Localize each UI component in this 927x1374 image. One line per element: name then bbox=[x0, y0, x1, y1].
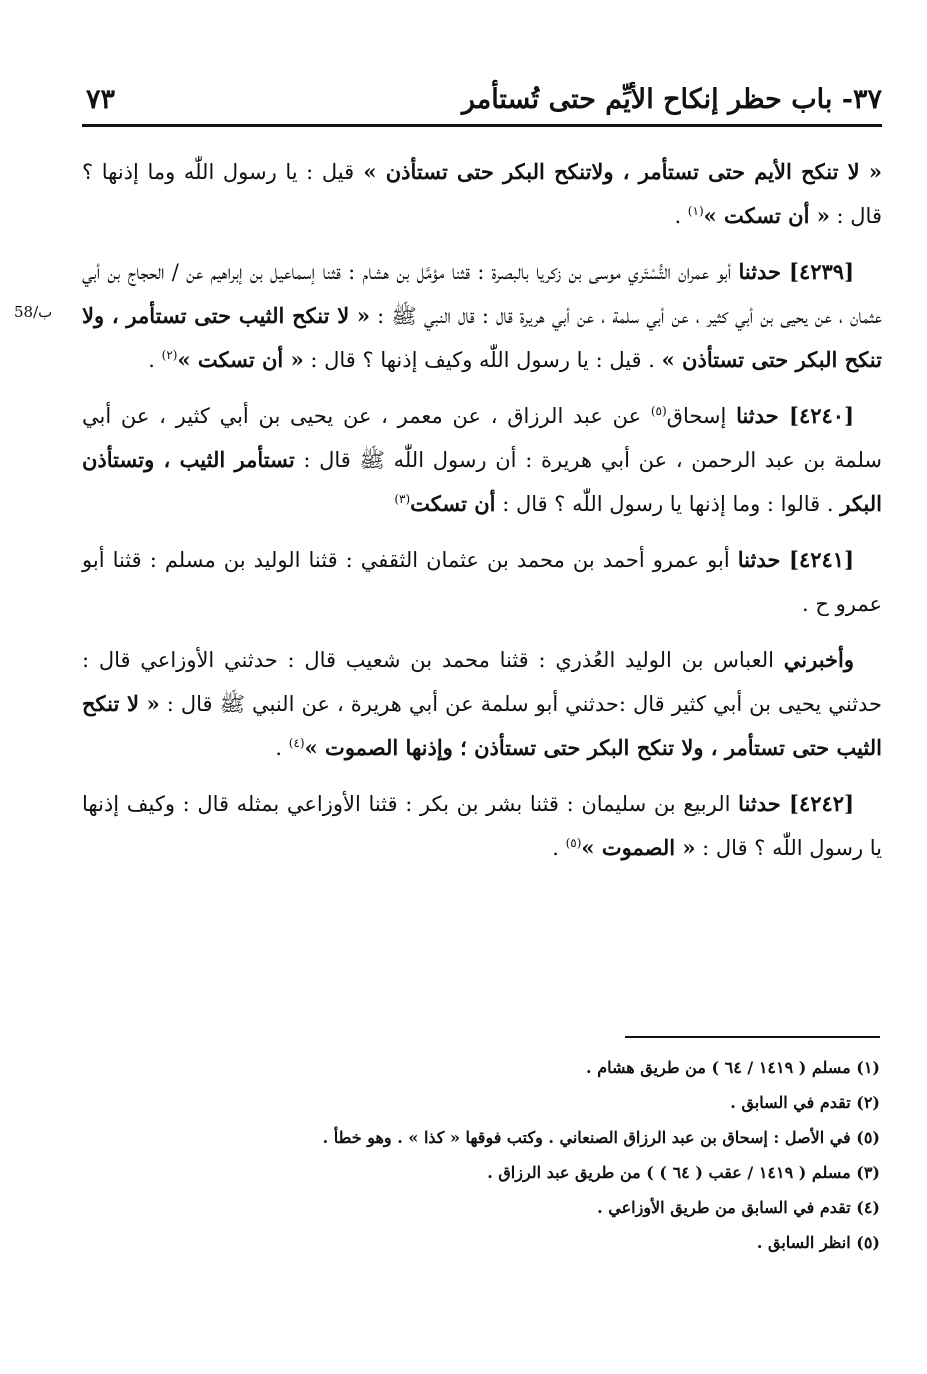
hadith-number: [٤٢٤٠] bbox=[778, 403, 855, 428]
narration-lead: وأخبرني bbox=[783, 647, 854, 672]
hadith-number: [٤٢٤١] bbox=[780, 547, 854, 572]
narration-lead: حدثنا bbox=[737, 547, 781, 572]
footnote-ref: (٥) bbox=[650, 404, 667, 418]
hadith-quote: تستأمر الثيب ، وتستأذن البكر bbox=[82, 447, 882, 516]
chapter-title: ٣٧- باب حظر إنكاح الأيِّم حتى تُستأمر bbox=[461, 84, 882, 115]
hadith-quote: « لا تنكح الثيب حتى تستأمر ، ولا تنكح البكر حتى تستأذن » bbox=[82, 303, 882, 372]
hadith-quote: « لا تنكح الأيم حتى تستأمر ، ولاتنكح البكر حتى تستأذن » bbox=[354, 159, 882, 184]
hadith-4240 bbox=[82, 394, 882, 526]
body-text: . قيل : يا رسول اللّٰه وكيف إذنها ؟ قال : bbox=[303, 348, 662, 372]
footnote-separator bbox=[625, 1036, 880, 1038]
footnote-ref: (٣) bbox=[394, 492, 411, 506]
footnote: (٢) تقدم في السابق . bbox=[730, 1093, 880, 1112]
hadith-quote: أن تسكت bbox=[410, 491, 496, 516]
footnote-ref: (١) bbox=[687, 204, 704, 218]
hadith-quote: « لا تنكح الثيب حتى تستأمر ، ولا تنكح البكر حتى تستأذن ؛ وإذنها الصموت » bbox=[82, 691, 882, 760]
footnote: (٥) انظر السابق . bbox=[756, 1233, 880, 1252]
body-text: . قالوا : وما إذنها يا رسول اللّٰه ؟ قال : bbox=[495, 492, 841, 516]
body-text: قيل : يا رسول اللّٰه وما إذنها ؟ قال : bbox=[82, 160, 882, 228]
hadith-4241 bbox=[82, 538, 882, 626]
narration-lead: حدثنا bbox=[736, 403, 779, 428]
hadith-4242 bbox=[82, 782, 882, 870]
footnote-ref: (٥) bbox=[565, 836, 582, 850]
body-text: أبو عمرو أحمد بن محمد بن عثمان الثقفي : قثنا الوليد بن مسلم : قثنا أبو عمرو ح . bbox=[82, 548, 882, 616]
hadith-quote: « أن تسكت » bbox=[703, 203, 830, 228]
body-text: . bbox=[148, 348, 162, 372]
narration-lead: حدثنا bbox=[738, 791, 781, 816]
page-body bbox=[82, 150, 882, 882]
footnote-ref: (٤) bbox=[288, 736, 305, 750]
footnote: (٣) مسلم ( ١٤١٩ / عقب ( ٦٤ ) ) من طريق عبد الرزاق . bbox=[487, 1163, 880, 1182]
footnotes bbox=[200, 1050, 880, 1260]
body-text: إسحاق bbox=[666, 404, 737, 428]
hadith-4241-alt-chain bbox=[82, 638, 882, 770]
body-text: العباس بن الوليد العُذري : قثنا محمد بن شعيب قال : حدثني الأوزاعي قال : حدثني يحيى بن أبي كثير قال :حدثني أبو سلمة عن أبي هريرة ، عن النبي ﷺ قال : bbox=[82, 648, 882, 716]
body-text: الربيع بن سليمان : قثنا بشر بن بكر : قثنا الأوزاعي بمثله قال : وكيف إذنها يا رسول اللّٰه ؟ قال : bbox=[82, 792, 882, 860]
manuscript-folio-note: 58/ب bbox=[14, 303, 53, 321]
hadith-quote: « الصموت » bbox=[581, 835, 696, 860]
narration-lead: حدثنا bbox=[738, 259, 782, 284]
body-text: . bbox=[275, 736, 289, 760]
body-text: . bbox=[552, 836, 566, 860]
paragraph-continuation bbox=[82, 150, 882, 238]
body-text: عن عبد الرزاق ، عن معمر ، عن يحيى بن أبي كثير ، عن أبي سلمة بن عبد الرحمن ، عن أبي هريرة : أن رسول اللّٰه ﷺ قال : bbox=[82, 404, 882, 472]
footnote: (٥) في الأصل : إسحاق بن عبد الرزاق الصنعاني . وكتب فوقها « كذا » . وهو خطأ . bbox=[322, 1128, 880, 1147]
hadith-4239 bbox=[82, 250, 882, 382]
page-header bbox=[82, 78, 882, 127]
footnote: (٤) تقدم في السابق من طريق الأوزاعي . bbox=[597, 1198, 880, 1217]
body-text: . bbox=[674, 204, 688, 228]
hadith-number: [٤٢٣٩] bbox=[781, 259, 854, 284]
footnote-ref: (٢) bbox=[161, 348, 178, 362]
footnote: (١) مسلم ( ١٤١٩ / ٦٤ ) من طريق هشام . bbox=[586, 1058, 880, 1077]
body-text: أبو عمران التُّسْتَري موسى بن زكريا بالبصرة : قثنا مؤمَّل بن هشام : قثنا إسماعيل بن إبراهيم عن / الحجاج بن أبي عثمان ، عن يحيى بن أبي كثير ، عن أبي سلمة ، عن أبي هريرة قال : قال النبي ﷺ : bbox=[82, 260, 882, 328]
hadith-quote: « أن تسكت » bbox=[177, 347, 304, 372]
page-number: ٧٣ bbox=[86, 84, 116, 115]
hadith-number: [٤٢٤٢] bbox=[780, 791, 854, 816]
